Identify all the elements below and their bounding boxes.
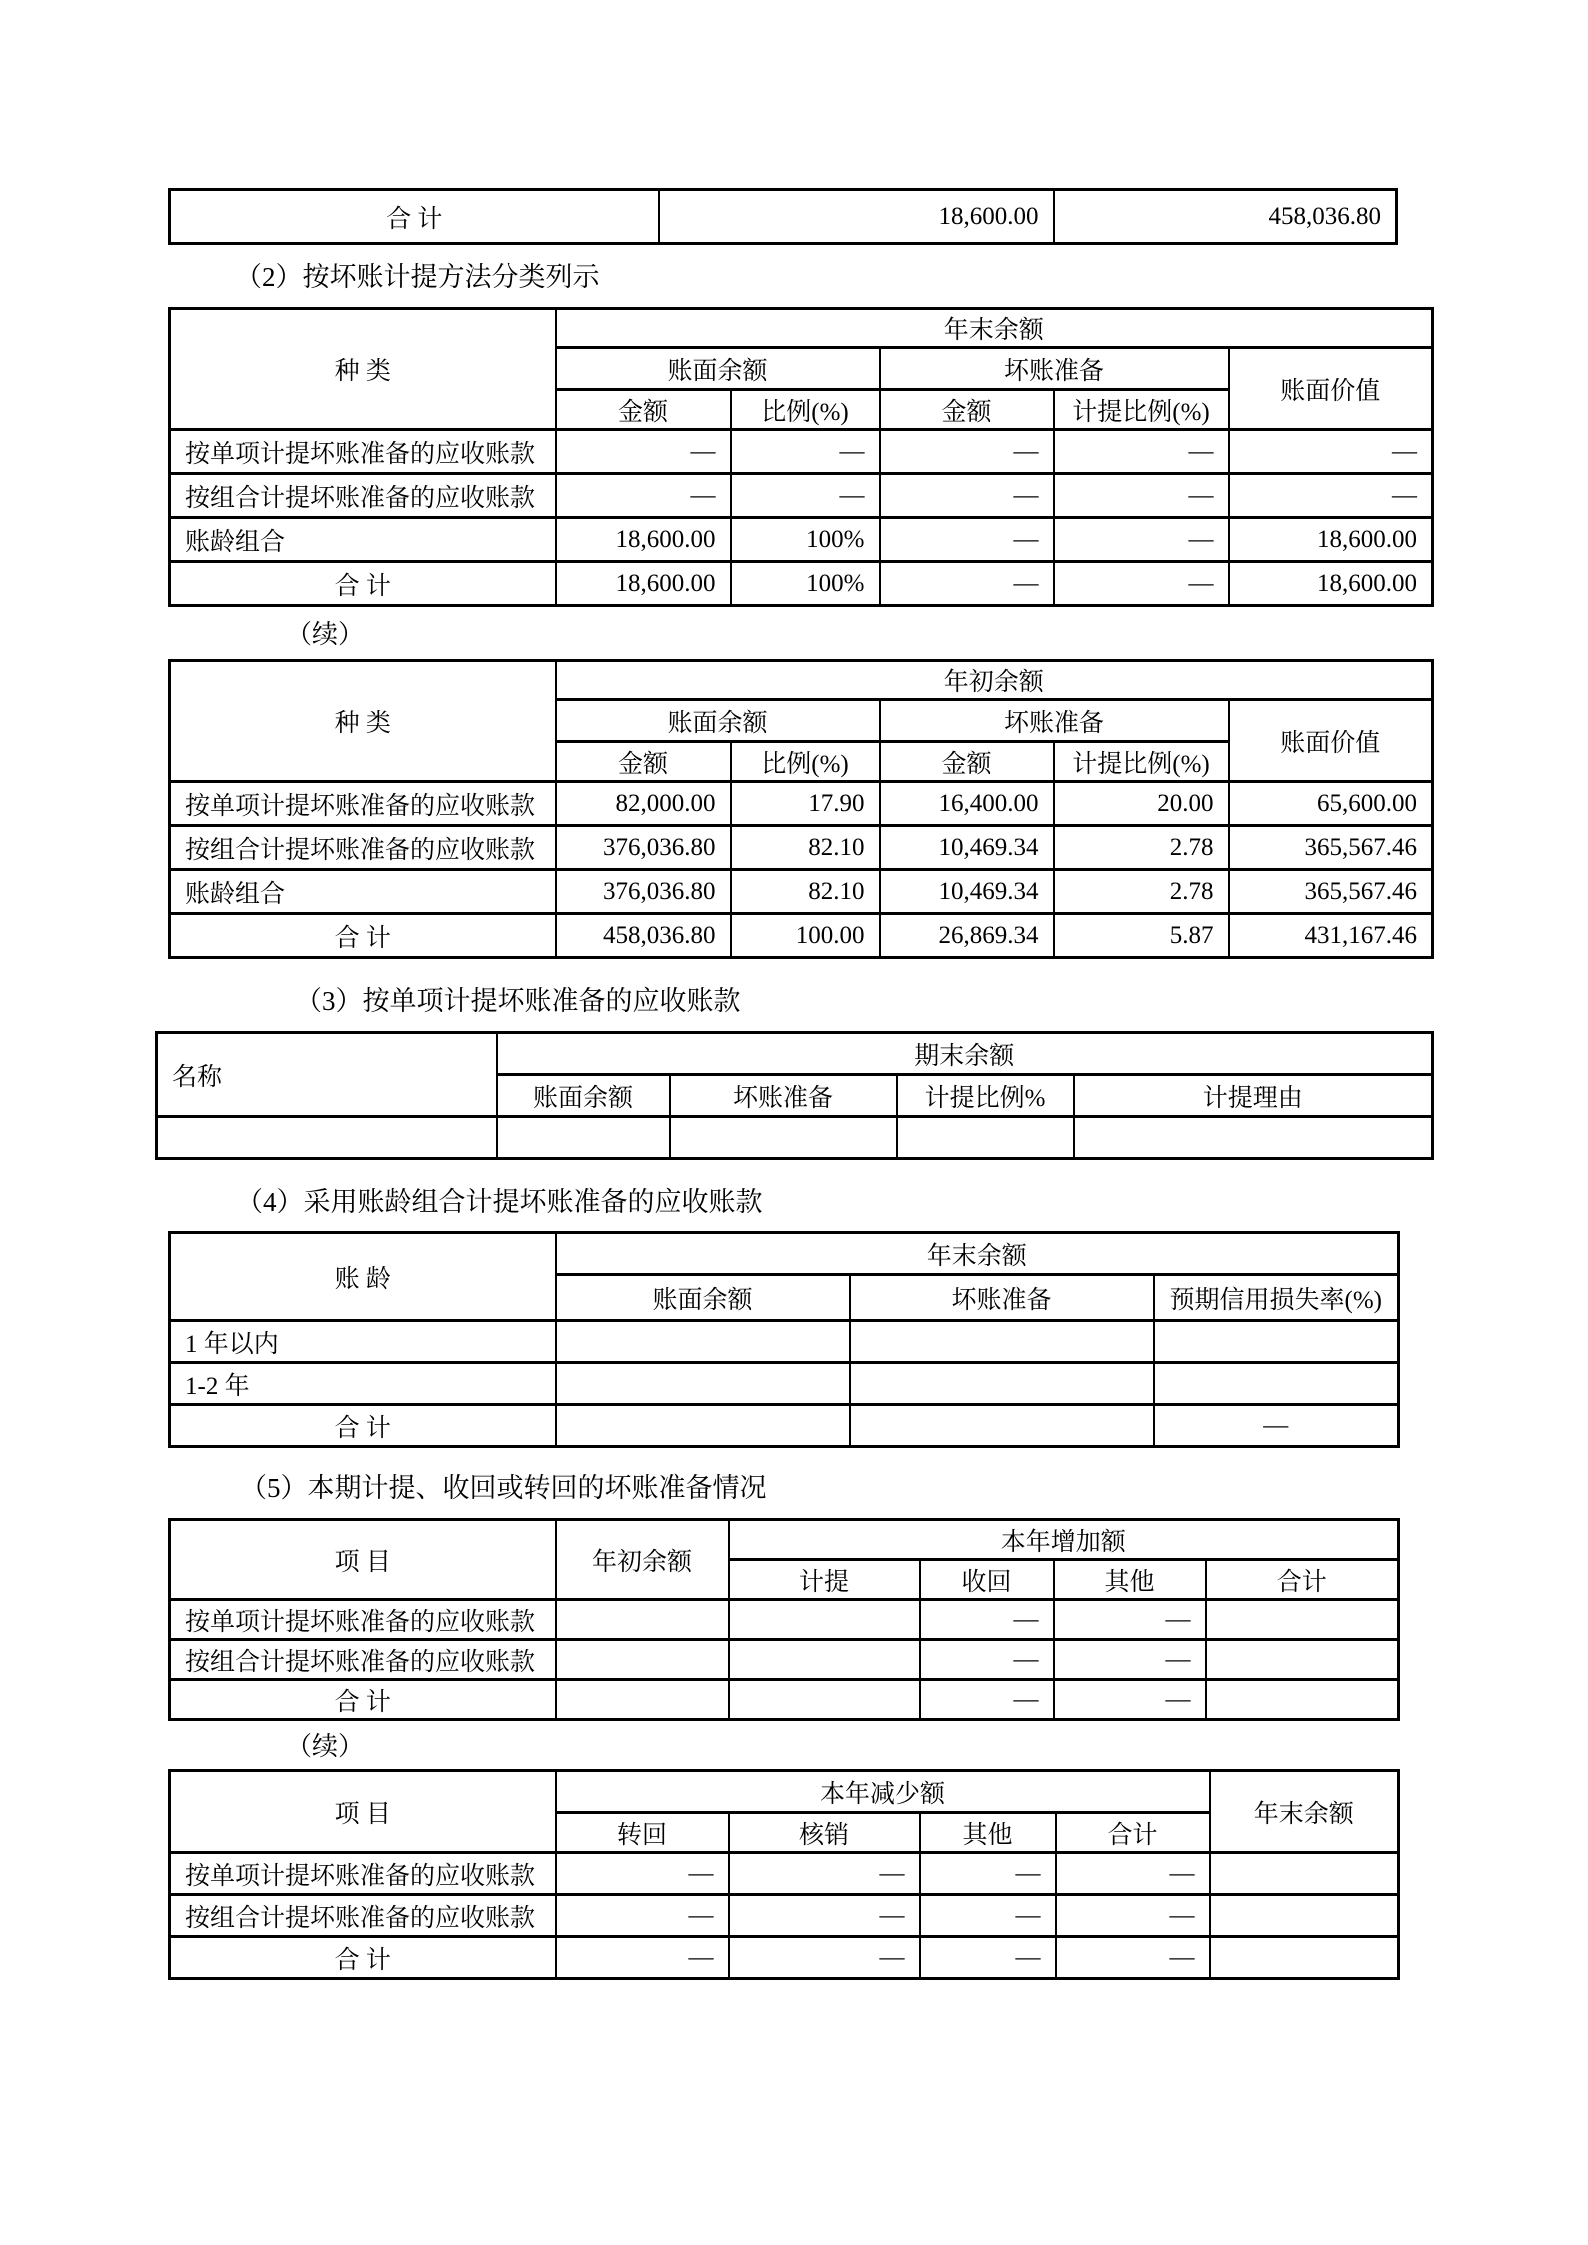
cell: 2.78 <box>1054 826 1229 870</box>
provision-increase-table <box>168 1518 1588 1721</box>
header-cell: 计提 <box>729 1560 920 1600</box>
cell: — <box>1054 562 1229 606</box>
table-row <box>170 1680 1399 1720</box>
table-row <box>170 190 1397 244</box>
header-cell: 计提比例% <box>897 1075 1074 1117</box>
table-row <box>170 914 1433 958</box>
header-cell: 项 目 <box>170 1520 556 1600</box>
cell: 431,167.46 <box>1229 914 1433 958</box>
cell: 1 年以内 <box>170 1321 556 1363</box>
cell: — <box>880 474 1054 518</box>
table-row <box>170 1405 1399 1447</box>
header-cell: 坏账准备 <box>880 700 1229 742</box>
cell: 376,036.80 <box>556 870 731 914</box>
cell: — <box>920 1937 1056 1979</box>
cell: 18,600.00 <box>659 190 1054 244</box>
by-method-year-end-table <box>168 307 1588 607</box>
cell: 按单项计提坏账准备的应收账款 <box>170 1853 556 1895</box>
cell: — <box>1054 518 1229 562</box>
header-row <box>170 1233 1399 1275</box>
cell: — <box>880 518 1054 562</box>
section-2-heading: （2）按坏账计提方法分类列示 <box>235 262 600 292</box>
cell <box>850 1363 1154 1405</box>
cell: — <box>880 562 1054 606</box>
header-cell: 其他 <box>920 1813 1056 1853</box>
table-row <box>170 826 1433 870</box>
cell <box>1154 1363 1399 1405</box>
header-row <box>170 1771 1399 1813</box>
header-cell: 种 类 <box>170 661 556 782</box>
cell: 按组合计提坏账准备的应收账款 <box>170 1895 556 1937</box>
carryover-total-table <box>168 188 1588 245</box>
cell: 18,600.00 <box>556 518 731 562</box>
header-cell: 账面余额 <box>556 348 880 390</box>
header-cell: 年初余额 <box>556 1520 729 1600</box>
cell: 16,400.00 <box>880 782 1054 826</box>
cell: — <box>1056 1895 1210 1937</box>
by-method-year-end-table-grid <box>168 307 1434 607</box>
cell: — <box>920 1640 1054 1680</box>
table-row <box>170 562 1433 606</box>
cell: 2.78 <box>1054 870 1229 914</box>
cell <box>1206 1600 1399 1640</box>
cell: 1-2 年 <box>170 1363 556 1405</box>
cell: 合 计 <box>170 1405 556 1447</box>
cell: — <box>1054 1600 1206 1640</box>
cell: — <box>1054 1680 1206 1720</box>
header-cell: 年末余额 <box>1210 1771 1399 1853</box>
continuation-label-1: （续） <box>286 620 365 649</box>
cell: 65,600.00 <box>1229 782 1433 826</box>
cell: 365,567.46 <box>1229 870 1433 914</box>
table-row <box>170 518 1433 562</box>
provision-decrease-table <box>168 1769 1588 1980</box>
header-cell: 计提理由 <box>1074 1075 1433 1117</box>
header-cell: 年初余额 <box>556 661 1433 700</box>
cell: 18,600.00 <box>1229 562 1433 606</box>
cell: 合 计 <box>170 1680 556 1720</box>
header-cell: 收回 <box>920 1560 1054 1600</box>
cell <box>897 1117 1074 1159</box>
cell: 18,600.00 <box>556 562 731 606</box>
cell: — <box>920 1853 1056 1895</box>
cell: — <box>920 1895 1056 1937</box>
table-row <box>170 1640 1399 1680</box>
cell <box>670 1117 897 1159</box>
header-row <box>170 1520 1399 1560</box>
cell: 按组合计提坏账准备的应收账款 <box>170 1640 556 1680</box>
header-cell: 坏账准备 <box>880 348 1229 390</box>
cell: 100% <box>731 518 880 562</box>
cell <box>1210 1895 1399 1937</box>
cell: 按组合计提坏账准备的应收账款 <box>170 474 556 518</box>
table-row <box>170 1321 1399 1363</box>
cell: 按单项计提坏账准备的应收账款 <box>170 782 556 826</box>
header-cell: 比例(%) <box>731 742 880 782</box>
header-row <box>170 309 1433 348</box>
cell: 82.10 <box>731 870 880 914</box>
header-cell: 金额 <box>880 742 1054 782</box>
table-row <box>170 430 1433 474</box>
header-cell: 年末余额 <box>556 1233 1399 1275</box>
cell: — <box>1229 474 1433 518</box>
cell: 100.00 <box>731 914 880 958</box>
cell <box>556 1363 850 1405</box>
cell: — <box>1054 430 1229 474</box>
cell: — <box>556 1853 729 1895</box>
table-row <box>170 1937 1399 1979</box>
cell: — <box>920 1680 1054 1720</box>
cell: — <box>1056 1853 1210 1895</box>
carryover-total-table-grid <box>168 188 1398 245</box>
cell: — <box>1154 1405 1399 1447</box>
header-cell: 转回 <box>556 1813 729 1853</box>
cell: 按单项计提坏账准备的应收账款 <box>170 430 556 474</box>
header-cell: 名称 <box>157 1033 497 1117</box>
cell <box>556 1405 850 1447</box>
table-row <box>157 1117 1433 1159</box>
header-cell: 账面余额 <box>556 1275 850 1321</box>
cell <box>556 1321 850 1363</box>
header-cell: 核销 <box>729 1813 920 1853</box>
by-method-year-start-table-grid <box>168 659 1434 959</box>
cell: 18,600.00 <box>1229 518 1433 562</box>
header-cell: 计提比例(%) <box>1054 390 1229 430</box>
individual-provision-table-grid <box>155 1031 1434 1160</box>
cell <box>1210 1937 1399 1979</box>
cell: 合 计 <box>170 914 556 958</box>
header-cell: 坏账准备 <box>850 1275 1154 1321</box>
header-cell: 合计 <box>1206 1560 1399 1600</box>
table-row <box>170 870 1433 914</box>
cell <box>729 1680 920 1720</box>
table-row <box>170 1600 1399 1640</box>
cell: 账龄组合 <box>170 870 556 914</box>
table-row <box>170 782 1433 826</box>
header-cell: 金额 <box>880 390 1054 430</box>
cell: 26,869.34 <box>880 914 1054 958</box>
header-cell: 本年减少额 <box>556 1771 1210 1813</box>
cell <box>1206 1680 1399 1720</box>
provision-decrease-table-grid <box>168 1769 1400 1980</box>
cell <box>157 1117 497 1159</box>
cell <box>1210 1853 1399 1895</box>
header-row <box>170 661 1433 700</box>
cell: 17.90 <box>731 782 880 826</box>
cell <box>556 1640 729 1680</box>
cell <box>729 1640 920 1680</box>
cell: 458,036.80 <box>1054 190 1397 244</box>
header-cell: 其他 <box>1054 1560 1206 1600</box>
section-5-heading: （5）本期计提、收回或转回的坏账准备情况 <box>240 1473 767 1503</box>
cell: 合 计 <box>170 190 659 244</box>
continuation-label-2: （续） <box>286 1732 365 1761</box>
cell: — <box>556 1895 729 1937</box>
cell: 82.10 <box>731 826 880 870</box>
table-row <box>170 1895 1399 1937</box>
header-cell: 项 目 <box>170 1771 556 1853</box>
cell: — <box>556 474 731 518</box>
header-cell: 账面余额 <box>556 700 880 742</box>
individual-provision-table <box>155 1031 1588 1160</box>
cell: — <box>556 1937 729 1979</box>
cell: — <box>1054 1640 1206 1680</box>
section-4-heading: （4）采用账龄组合计提坏账准备的应收账款 <box>236 1187 763 1217</box>
cell <box>1154 1321 1399 1363</box>
header-cell: 计提比例(%) <box>1054 742 1229 782</box>
cell <box>729 1600 920 1640</box>
table-row <box>170 1853 1399 1895</box>
cell: 账龄组合 <box>170 518 556 562</box>
cell <box>1074 1117 1433 1159</box>
cell: — <box>731 474 880 518</box>
header-cell: 合计 <box>1056 1813 1210 1853</box>
cell: — <box>731 430 880 474</box>
cell: 458,036.80 <box>556 914 731 958</box>
cell: — <box>880 430 1054 474</box>
cell: — <box>729 1895 920 1937</box>
header-row <box>157 1033 1433 1075</box>
header-cell: 坏账准备 <box>670 1075 897 1117</box>
cell: 合 计 <box>170 562 556 606</box>
cell: 10,469.34 <box>880 870 1054 914</box>
table-row <box>170 1363 1399 1405</box>
header-cell: 年末余额 <box>556 309 1433 348</box>
cell: — <box>729 1937 920 1979</box>
header-cell: 比例(%) <box>731 390 880 430</box>
cell: — <box>1229 430 1433 474</box>
header-cell: 期末余额 <box>497 1033 1433 1075</box>
section-3-heading: （3）按单项计提坏账准备的应收账款 <box>295 986 741 1016</box>
aging-combination-table-grid <box>168 1231 1400 1448</box>
cell <box>850 1321 1154 1363</box>
cell: 100% <box>731 562 880 606</box>
cell: — <box>1054 474 1229 518</box>
cell: 5.87 <box>1054 914 1229 958</box>
cell: — <box>729 1853 920 1895</box>
cell <box>1206 1640 1399 1680</box>
cell: 按单项计提坏账准备的应收账款 <box>170 1600 556 1640</box>
cell: 20.00 <box>1054 782 1229 826</box>
header-cell: 账面价值 <box>1229 700 1433 782</box>
cell: 376,036.80 <box>556 826 731 870</box>
cell <box>850 1405 1154 1447</box>
cell: 10,469.34 <box>880 826 1054 870</box>
header-cell: 账 龄 <box>170 1233 556 1321</box>
header-cell: 金额 <box>556 742 731 782</box>
header-cell: 本年增加额 <box>729 1520 1399 1560</box>
aging-combination-table <box>168 1231 1588 1448</box>
table-row <box>170 474 1433 518</box>
cell <box>556 1680 729 1720</box>
cell: — <box>556 430 731 474</box>
header-cell: 金额 <box>556 390 731 430</box>
header-cell: 账面价值 <box>1229 348 1433 430</box>
header-cell: 账面余额 <box>497 1075 670 1117</box>
header-cell: 预期信用损失率(%) <box>1154 1275 1399 1321</box>
by-method-year-start-table <box>168 659 1588 959</box>
cell: 365,567.46 <box>1229 826 1433 870</box>
cell: 82,000.00 <box>556 782 731 826</box>
cell: — <box>1056 1937 1210 1979</box>
cell: 合 计 <box>170 1937 556 1979</box>
cell: — <box>920 1600 1054 1640</box>
cell <box>497 1117 670 1159</box>
provision-increase-table-grid <box>168 1518 1400 1721</box>
cell <box>556 1600 729 1640</box>
cell: 按组合计提坏账准备的应收账款 <box>170 826 556 870</box>
header-cell: 种 类 <box>170 309 556 430</box>
